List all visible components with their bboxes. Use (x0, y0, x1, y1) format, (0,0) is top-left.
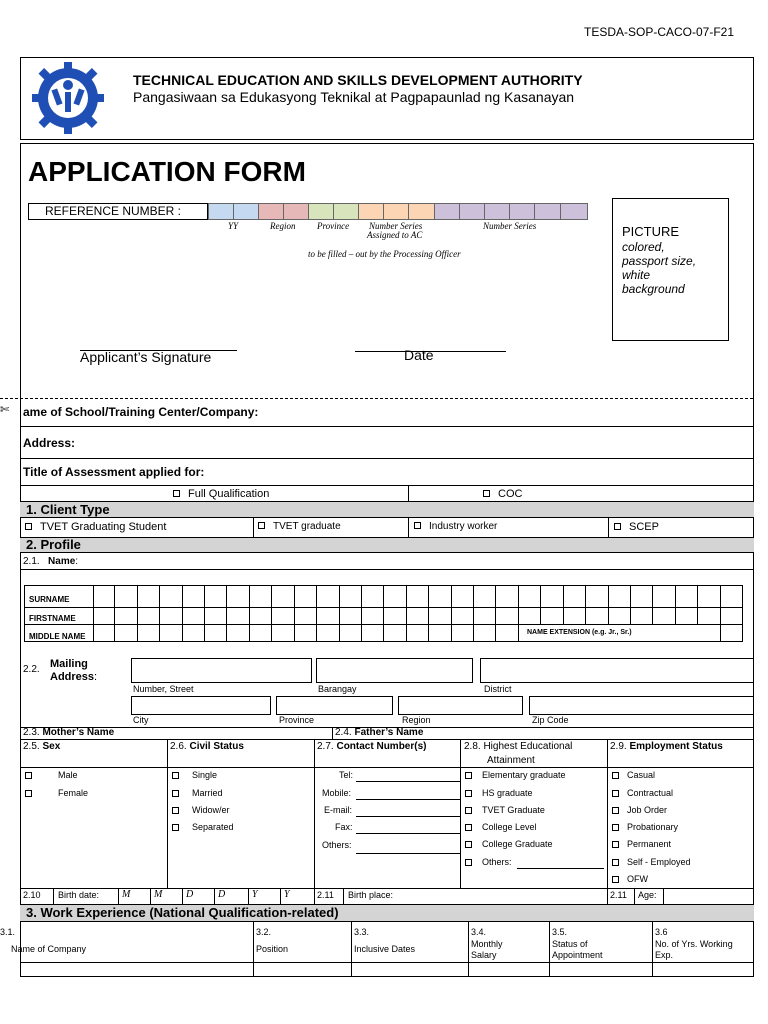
name-grid-cell[interactable] (250, 585, 272, 642)
contractual-checkbox-icon[interactable] (612, 790, 619, 797)
district-label: District (484, 684, 512, 694)
mobile-label: Mobile: (322, 788, 352, 798)
tvet-checkbox-icon[interactable] (465, 807, 472, 814)
mailing-label-1: Mailing (50, 658, 88, 670)
barangay-label: Barangay (318, 684, 357, 694)
tvet-option[interactable]: TVET Graduate (482, 805, 545, 815)
tesda-logo (26, 59, 110, 137)
work-col5-label-2: Appointment (552, 950, 603, 960)
probationary-option[interactable]: Probationary (627, 822, 679, 832)
ref-cell-series-5[interactable] (534, 203, 561, 220)
district-field[interactable] (480, 658, 754, 683)
fax-field[interactable] (356, 833, 460, 834)
work-col6-number: 3.6 (655, 927, 668, 937)
permanent-checkbox-icon[interactable] (612, 841, 619, 848)
ref-cell-region-1[interactable] (258, 203, 284, 220)
ref-label-series-ac-1: Number Series (369, 221, 423, 231)
name-section-label: 2.1. Name: (23, 556, 79, 567)
checkbox-icon[interactable] (25, 523, 32, 530)
job-order-option[interactable]: Job Order (627, 805, 668, 815)
picture-title: PICTURE (622, 224, 680, 239)
contact-label: 2.7. Contact Number(s) (317, 741, 427, 752)
birth-y2[interactable]: Y (284, 889, 290, 900)
scissor-icon: ✄ (0, 404, 10, 416)
birth-d1[interactable]: D (186, 889, 194, 900)
tel-label: Tel: (339, 770, 354, 780)
checkbox-icon[interactable] (483, 490, 490, 497)
ref-note: to be filled – out by the Processing Officer (308, 249, 461, 259)
birth-date-number: 2.10 (23, 890, 41, 900)
work-col5-label-1: Status of (552, 939, 588, 949)
ref-label-province: Province (317, 221, 350, 231)
tel-field[interactable] (356, 781, 460, 782)
city-label: City (133, 715, 149, 725)
checkbox-icon[interactable] (614, 523, 621, 530)
single-option[interactable]: Single (192, 770, 218, 780)
female-option[interactable]: Female (58, 788, 89, 798)
hs-option[interactable]: HS graduate (482, 788, 533, 798)
ref-cell-series-1[interactable] (434, 203, 460, 220)
mailing-number: 2.2. (23, 664, 40, 675)
married-option[interactable]: Married (192, 788, 223, 798)
college-grad-checkbox-icon[interactable] (465, 841, 472, 848)
checkbox-icon[interactable] (173, 490, 180, 497)
cut-line (0, 398, 753, 399)
email-label: E-mail: (324, 805, 353, 815)
casual-option[interactable]: Casual (627, 770, 656, 780)
education-others-option[interactable]: Others: (482, 857, 512, 867)
work-col3-label: Inclusive Dates (354, 944, 416, 954)
name-grid-cell[interactable] (93, 585, 115, 642)
zip-code-field[interactable] (529, 696, 754, 715)
separated-checkbox-icon[interactable] (172, 824, 179, 831)
ref-cell-ac-1[interactable] (358, 203, 384, 220)
ref-cell-province-2[interactable] (333, 203, 359, 220)
surname-label: SURNAME (29, 595, 70, 604)
name-grid-cell[interactable] (429, 585, 451, 642)
ref-cell-region-2[interactable] (283, 203, 309, 220)
ref-label-series-ac-2: Assigned to AC (367, 230, 423, 240)
work-col3-number: 3.3. (354, 927, 370, 937)
name-grid-cell[interactable] (138, 585, 160, 642)
name-extension-label: NAME EXTENSION (e.g. Jr., Sr.) (527, 629, 632, 636)
client-type-header: 1. Client Type (26, 502, 110, 517)
region-label: Region (402, 715, 431, 725)
work-col4-number: 3.4. (471, 927, 487, 937)
birth-date-label: Birth date: (58, 890, 100, 900)
signature-label: Applicant’s Signature (80, 349, 212, 365)
work-col2-number: 3.2. (256, 927, 272, 937)
education-label-2: Attainment (487, 755, 535, 766)
city-field[interactable] (131, 696, 271, 715)
self-employed-option[interactable]: Self - Employed (627, 857, 691, 867)
widow-option[interactable]: Widow/er (192, 805, 230, 815)
agency-subtitle: Pangasiwaan sa Edukasyong Teknikal at Pagpapaunlad ng Kasanayan (133, 89, 575, 105)
name-grid-cell[interactable] (452, 585, 474, 642)
name-grid-cell[interactable] (160, 585, 182, 642)
education-others-checkbox-icon[interactable] (465, 859, 472, 866)
contractual-option[interactable]: Contractual (627, 788, 674, 798)
name-grid-cell[interactable] (362, 585, 384, 642)
ref-label-yy: YY (228, 221, 239, 231)
name-grid-cell[interactable] (474, 585, 496, 642)
job-order-checkbox-icon[interactable] (612, 807, 619, 814)
ref-cell-series-3[interactable] (484, 203, 510, 220)
college-level-checkbox-icon[interactable] (465, 824, 472, 831)
address-label: Address: (23, 436, 76, 450)
fax-label: Fax: (335, 822, 353, 832)
birth-d2[interactable]: D (218, 889, 226, 900)
widow-checkbox-icon[interactable] (172, 807, 179, 814)
assessment-label: Title of Assessment applied for: (23, 465, 205, 479)
school-label: ame of School/Training Center/Company: (23, 405, 259, 419)
work-col1-label: Name of Company (11, 944, 87, 954)
work-col1-number: 3.1. (0, 927, 16, 937)
birth-m2[interactable]: M (154, 889, 163, 900)
zip-code-label: Zip Code (532, 715, 569, 725)
work-col4-label-1: Monthly (471, 939, 503, 949)
hs-checkbox-icon[interactable] (465, 790, 472, 797)
probationary-checkbox-icon[interactable] (612, 824, 619, 831)
ref-cell-yy-1[interactable] (208, 203, 234, 220)
ref-cell-yy-2[interactable] (233, 203, 259, 220)
ref-cell-series-4[interactable] (509, 203, 535, 220)
coc-option[interactable]: COC (483, 488, 522, 500)
picture-line-1: colored, (622, 240, 665, 254)
province-field[interactable] (276, 696, 393, 715)
age-label[interactable]: Age: (638, 890, 657, 900)
checkbox-icon[interactable] (414, 522, 421, 529)
client-type-industry-worker[interactable]: Industry worker (414, 521, 497, 532)
province-label: Province (279, 715, 315, 725)
name-grid-cell[interactable] (340, 585, 362, 642)
name-grid-cell[interactable] (272, 585, 294, 642)
ref-cell-series-2[interactable] (459, 203, 485, 220)
employment-label: 2.9. Employment Status (610, 741, 723, 752)
client-type-tvet-graduating[interactable]: TVET Graduating Student (25, 521, 166, 533)
single-checkbox-icon[interactable] (172, 772, 179, 779)
number-street-label: Number, Street (133, 684, 194, 694)
client-type-scep[interactable]: SCEP (614, 521, 659, 533)
name-grid-cell[interactable] (205, 585, 227, 642)
agency-name: TECHNICAL EDUCATION AND SKILLS DEVELOPMENT AUTHORITY (133, 72, 583, 88)
ref-cell-ac-2[interactable] (383, 203, 409, 220)
ofw-checkbox-icon[interactable] (612, 876, 619, 883)
work-col2-label: Position (256, 944, 289, 954)
fathers-name-label[interactable]: 2.4. Father’s Name (335, 727, 424, 738)
elementary-checkbox-icon[interactable] (465, 772, 472, 779)
number-street-field[interactable] (131, 658, 312, 683)
self-employed-checkbox-icon[interactable] (612, 859, 619, 866)
name-grid-cell[interactable] (115, 585, 137, 642)
region-field[interactable] (398, 696, 523, 715)
age-number: 2.11 (610, 890, 627, 900)
permanent-option[interactable]: Permanent (627, 839, 672, 849)
firstname-label: FIRSTNAME (29, 614, 76, 623)
ref-cell-series-6[interactable] (560, 203, 588, 220)
name-grid-cell[interactable] (183, 585, 205, 642)
picture-line-2: passport size, (622, 254, 697, 268)
name-grid-cell[interactable] (317, 585, 339, 642)
college-level-option[interactable]: College Level (482, 822, 537, 832)
mobile-field[interactable] (356, 799, 460, 800)
middlename-label: MIDDLE NAME (29, 632, 86, 641)
work-col6-label-2: Exp. (655, 950, 674, 960)
sex-label: 2.5. Sex (23, 741, 61, 752)
civil-status-label: 2.6. Civil Status (170, 741, 244, 752)
name-grid-cell[interactable] (227, 585, 249, 642)
birth-m1[interactable]: M (122, 889, 131, 900)
education-others-field[interactable] (517, 868, 604, 869)
barangay-field[interactable] (316, 658, 473, 683)
birth-place-number: 2.11 (317, 890, 334, 900)
mailing-label-2: Address: (50, 671, 98, 683)
mothers-name-label[interactable]: 2.3. Mother’s Name (23, 727, 115, 738)
name-grid-cell[interactable] (384, 585, 406, 642)
work-experience-header: 3. Work Experience (National Qualification-related) (26, 905, 339, 920)
male-option[interactable]: Male (58, 770, 78, 780)
reference-number-label: REFERENCE NUMBER : (45, 204, 182, 218)
female-checkbox-icon[interactable] (25, 790, 32, 797)
birth-y1[interactable]: Y (252, 889, 258, 900)
picture-line-3: white (622, 268, 651, 282)
married-checkbox-icon[interactable] (172, 790, 179, 797)
name-grid-cell[interactable] (295, 585, 317, 642)
birth-place-label[interactable]: Birth place: (348, 890, 394, 900)
elementary-option[interactable]: Elementary graduate (482, 770, 566, 780)
casual-checkbox-icon[interactable] (612, 772, 619, 779)
ofw-option[interactable]: OFW (627, 874, 648, 884)
checkbox-icon[interactable] (258, 522, 265, 529)
education-label-1: 2.8. Highest Educational (464, 741, 573, 752)
contact-others-label: Others: (322, 840, 352, 850)
name-grid-cell[interactable] (721, 585, 743, 642)
picture-line-4: background (622, 282, 685, 296)
ref-cell-province-1[interactable] (308, 203, 334, 220)
form-title: APPLICATION FORM (28, 156, 306, 187)
contact-others-field[interactable] (356, 853, 460, 854)
work-col5-number: 3.5. (552, 927, 568, 937)
name-grid-cell[interactable] (496, 585, 518, 642)
client-type-tvet-graduate[interactable]: TVET graduate (258, 521, 341, 532)
profile-header: 2. Profile (26, 537, 81, 552)
college-grad-option[interactable]: College Graduate (482, 839, 553, 849)
work-col6-label-1: No. of Yrs. Working (655, 939, 733, 949)
name-grid-cell[interactable] (407, 585, 429, 642)
ref-label-region: Region (270, 221, 296, 231)
document-code: TESDA-SOP-CACO-07-F21 (584, 25, 735, 39)
date-label: Date (404, 347, 434, 363)
male-checkbox-icon[interactable] (25, 772, 32, 779)
email-field[interactable] (356, 816, 460, 817)
full-qualification-option[interactable]: Full Qualification (173, 488, 269, 500)
ref-label-series: Number Series (483, 221, 537, 231)
work-col4-label-2: Salary (471, 950, 497, 960)
ref-cell-ac-3[interactable] (408, 203, 435, 220)
separated-option[interactable]: Separated (192, 822, 234, 832)
